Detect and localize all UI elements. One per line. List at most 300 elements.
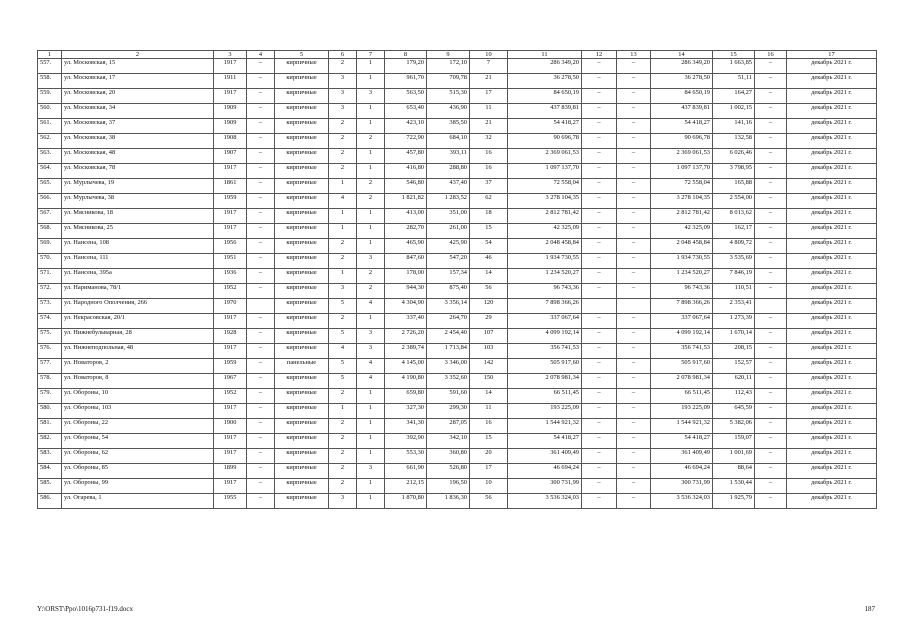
cell-text: ул. Московская, 38 [64,134,116,141]
cell-text: кирпичные [286,74,317,81]
cell-text: кирпичные [286,404,317,411]
cell-text: – [768,164,773,171]
cell-text: 3 [340,74,345,81]
cell-col-15 [713,74,755,89]
cell-col-10 [470,419,508,434]
cell-col-17 [787,119,877,134]
cell-text: 416,80 [406,164,424,171]
cell-col-9 [427,434,470,449]
cell-col-6 [329,284,357,299]
document-path: Y:\ORST\Ppo\1016p731-f19.docx [37,605,133,613]
cell-col-7 [357,479,385,494]
cell-col-5 [275,224,329,239]
deadline-text: декабрь 2021 г. [811,224,852,231]
cell-col-15 [713,494,755,509]
cell-text: – [597,344,601,351]
cell-text: – [768,194,773,201]
cell-col-6 [329,449,357,464]
cell-text: 3 535,69 [729,254,752,261]
cell-text: 1 713,84 [444,344,467,351]
cell-col-6 [329,359,357,374]
cell-col-5 [275,194,329,209]
cell-text: 578. [40,374,52,381]
cell-col-7 [357,344,385,359]
cell-text: 164,27 [734,89,752,96]
cell-text: 573. [40,299,52,306]
cell-col-9 [427,224,470,239]
cell-text: – [597,449,601,456]
cell-text: 3 536 324,03 [676,494,710,501]
cell-text: 159,07 [734,434,752,441]
cell-text: 2 [340,59,345,66]
cell-col-3 [214,404,247,419]
cell-col-11 [508,59,582,74]
cell-col-4 [247,269,275,284]
cell-col-2 [62,149,214,164]
cell-col-2 [62,134,214,149]
cell-text: – [768,314,773,321]
cell-col-8 [385,479,427,494]
cell-col-3 [214,299,247,314]
cell-text: – [768,149,773,156]
cell-col-10 [470,89,508,104]
deadline-text: декабрь 2021 г. [811,314,852,321]
cell-text: – [258,269,263,276]
table-row [38,284,877,299]
cell-text: – [631,194,636,201]
cell-col-7 [357,374,385,389]
cell-text: кирпичные [286,194,317,201]
cell-col-11 [508,239,582,254]
cell-text: 4 [340,344,345,351]
cell-col-14 [651,434,713,449]
cell-text: – [258,209,263,216]
cell-col-6 [329,314,357,329]
cell-text: – [631,134,636,141]
cell-col-13 [617,149,651,164]
cell-text: 436,90 [449,104,467,111]
cell-col-7 [357,224,385,239]
cell-col-12 [582,404,617,419]
cell-col-15 [713,179,755,194]
cell-col-10 [470,449,508,464]
cell-text: – [597,389,601,396]
table-row [38,134,877,149]
cell-col-11 [508,104,582,119]
cell-text: 337 067,64 [681,314,710,321]
column-number-9: 9 [427,51,470,59]
column-number-5: 5 [275,51,329,59]
cell-col-3 [214,344,247,359]
cell-text: 560. [40,104,52,111]
cell-col-11 [508,359,582,374]
cell-text: 54 418,27 [553,434,579,441]
cell-col-8 [385,59,427,74]
cell-col-7 [357,59,385,74]
cell-text: 557. [40,59,52,66]
cell-text: 1917 [223,164,237,171]
cell-text: – [597,254,601,261]
cell-col-5 [275,449,329,464]
cell-text: кирпичные [286,149,317,156]
cell-text: 2 [368,284,373,291]
cell-text: ул. Московская, 48 [64,149,116,156]
cell-col-4 [247,449,275,464]
cell-text: – [768,329,773,336]
table-row [38,344,877,359]
cell-col-10 [470,314,508,329]
cell-col-17 [787,344,877,359]
cell-text: 1911 [223,74,237,81]
cell-col-3 [214,389,247,404]
cell-col-12 [582,104,617,119]
table-row [38,74,877,89]
cell-text: 300 731,99 [681,479,710,486]
cell-col-8 [385,434,427,449]
cell-text: 1917 [223,434,237,441]
cell-text: кирпичные [286,59,317,66]
cell-col-1 [38,149,62,164]
cell-col-10 [470,284,508,299]
cell-col-17 [787,494,877,509]
cell-col-7 [357,464,385,479]
cell-col-10 [470,149,508,164]
cell-text: 14 [485,269,492,276]
column-number-7: 7 [357,51,385,59]
cell-col-13 [617,374,651,389]
cell-col-7 [357,164,385,179]
cell-col-10 [470,359,508,374]
cell-col-6 [329,119,357,134]
cell-text: – [631,254,636,261]
cell-text: 37 [485,179,492,186]
cell-col-17 [787,434,877,449]
cell-col-3 [214,164,247,179]
cell-text: 3 [340,89,345,96]
cell-col-13 [617,359,651,374]
cell-col-1 [38,239,62,254]
table-row [38,494,877,509]
cell-text: – [631,314,636,321]
cell-text: 576. [40,344,52,351]
column-number-10: 10 [470,51,508,59]
cell-text: 172,10 [449,59,467,66]
cell-col-6 [329,59,357,74]
cell-text: 3 536 324,03 [545,494,579,501]
cell-col-17 [787,89,877,104]
cell-text: 2 [340,464,345,471]
cell-col-9 [427,344,470,359]
cell-text: кирпичные [286,494,317,501]
cell-col-3 [214,89,247,104]
cell-text: 36 278,50 [684,74,710,81]
cell-text: 2 [340,149,345,156]
cell-text: панельные [286,359,317,366]
cell-col-6 [329,74,357,89]
cell-text: 112,43 [734,389,752,396]
cell-text: 287,05 [449,419,467,426]
cell-col-5 [275,329,329,344]
cell-text: – [597,134,601,141]
cell-text: 15 [485,224,492,231]
cell-text: – [597,314,601,321]
cell-col-12 [582,329,617,344]
cell-text: 620,11 [734,374,752,381]
cell-text: – [258,179,263,186]
table-row [38,449,877,464]
cell-text: – [258,254,263,261]
cell-text: 1917 [223,344,237,351]
cell-col-5 [275,239,329,254]
cell-text: 4 [340,194,345,201]
cell-text: – [631,209,636,216]
cell-col-4 [247,374,275,389]
column-number-12: 12 [582,51,617,59]
cell-text: 1952 [223,284,237,291]
cell-col-10 [470,209,508,224]
cell-col-1 [38,209,62,224]
cell-text: кирпичные [286,299,317,306]
table-row [38,464,877,479]
cell-text: 1 273,39 [729,314,752,321]
cell-col-17 [787,404,877,419]
table-row [38,314,877,329]
cell-col-8 [385,119,427,134]
cell-col-9 [427,74,470,89]
cell-text: 36 278,50 [553,74,579,81]
cell-col-10 [470,404,508,419]
cell-text: 3 [340,284,345,291]
cell-text: 4 [368,374,373,381]
cell-col-6 [329,269,357,284]
table-row [38,104,877,119]
cell-text: 505 917,60 [681,359,710,366]
cell-text: – [597,194,601,201]
deadline-text: декабрь 2021 г. [811,149,852,156]
cell-col-3 [214,194,247,209]
cell-text: 2 812 781,42 [545,209,579,216]
cell-col-3 [214,314,247,329]
cell-col-15 [713,164,755,179]
cell-text: – [768,464,773,471]
cell-col-15 [713,104,755,119]
cell-col-16 [755,179,787,194]
cell-text: 1970 [223,299,237,306]
cell-text: 944,30 [406,284,424,291]
cell-text: 1 544 921,32 [545,419,579,426]
cell-text: 103 [483,344,494,351]
cell-col-10 [470,164,508,179]
cell-text: – [597,419,601,426]
cell-col-1 [38,164,62,179]
cell-col-15 [713,359,755,374]
cell-col-17 [787,269,877,284]
cell-col-9 [427,419,470,434]
cell-col-10 [470,179,508,194]
cell-col-1 [38,389,62,404]
cell-col-7 [357,149,385,164]
cell-text: – [258,434,263,441]
cell-col-14 [651,464,713,479]
table-row [38,149,877,164]
cell-col-6 [329,254,357,269]
cell-col-4 [247,89,275,104]
cell-col-11 [508,224,582,239]
cell-col-12 [582,479,617,494]
cell-text: 553,30 [406,449,424,456]
cell-col-9 [427,404,470,419]
cell-col-2 [62,254,214,269]
cell-text: 142 [483,359,494,366]
cell-text: 1 [368,74,373,81]
cell-col-3 [214,464,247,479]
cell-col-8 [385,149,427,164]
cell-text: 7 846,19 [729,269,752,276]
cell-col-3 [214,104,247,119]
cell-text: – [631,74,636,81]
cell-text: – [631,284,636,291]
cell-text: 1 663,85 [729,59,752,66]
cell-col-8 [385,89,427,104]
cell-col-13 [617,164,651,179]
cell-col-8 [385,284,427,299]
cell-text: 1956 [223,239,237,246]
cell-col-6 [329,224,357,239]
cell-text: 56 [485,284,492,291]
cell-text: ул. Нансена, 395а [64,269,112,276]
cell-col-9 [427,59,470,74]
deadline-text: декабрь 2021 г. [811,299,852,306]
cell-col-4 [247,209,275,224]
cell-col-12 [582,59,617,74]
cell-col-1 [38,314,62,329]
cell-col-14 [651,449,713,464]
cell-text: – [597,179,601,186]
cell-col-8 [385,269,427,284]
deadline-text: декабрь 2021 г. [811,104,852,111]
cell-text: кирпичные [286,269,317,276]
cell-text: 558. [40,74,52,81]
cell-col-12 [582,464,617,479]
cell-text: – [631,239,636,246]
cell-col-13 [617,89,651,104]
cell-text: – [258,149,263,156]
table-row [38,224,877,239]
cell-col-11 [508,74,582,89]
cell-col-11 [508,179,582,194]
cell-col-13 [617,494,651,509]
cell-col-6 [329,179,357,194]
cell-col-9 [427,449,470,464]
cell-text: кирпичные [286,119,317,126]
cell-col-3 [214,209,247,224]
cell-text: 29 [485,314,492,321]
cell-text: – [597,149,601,156]
cell-text: 16 [485,149,492,156]
cell-text: – [768,239,773,246]
cell-col-1 [38,374,62,389]
cell-text: 1952 [223,389,237,396]
cell-text: – [258,239,263,246]
cell-text: 3 352,60 [444,374,467,381]
deadline-text: декабрь 2021 г. [811,389,852,396]
cell-text: 361 409,49 [550,449,579,456]
cell-col-14 [651,374,713,389]
cell-text: – [258,374,263,381]
cell-text: 8 013,62 [729,209,752,216]
cell-text: 152,57 [734,359,752,366]
cell-col-4 [247,284,275,299]
cell-text: кирпичные [286,314,317,321]
deadline-text: декабрь 2021 г. [811,194,852,201]
cell-text: 11 [485,404,492,411]
cell-col-10 [470,434,508,449]
cell-text: 1917 [223,89,237,96]
cell-text: 1 283,52 [444,194,467,201]
cell-col-1 [38,74,62,89]
cell-col-5 [275,119,329,134]
cell-text: 569. [40,239,52,246]
cell-text: 579. [40,389,52,396]
cell-text: – [258,494,263,501]
cell-col-8 [385,179,427,194]
cell-col-1 [38,449,62,464]
cell-col-14 [651,254,713,269]
cell-text: 1 [368,449,373,456]
cell-col-17 [787,419,877,434]
cell-text: 1917 [223,209,237,216]
cell-text: 2 [340,119,345,126]
cell-text: 162,17 [734,224,752,231]
cell-text: 46 694,24 [684,464,710,471]
cell-text: 17 [485,89,492,96]
cell-col-4 [247,464,275,479]
deadline-text: декабрь 2021 г. [811,134,852,141]
cell-col-2 [62,359,214,374]
cell-text: – [258,89,263,96]
cell-col-9 [427,119,470,134]
cell-col-2 [62,194,214,209]
deadline-text: декабрь 2021 г. [811,344,852,351]
cell-text: 2 [340,239,345,246]
cell-col-7 [357,419,385,434]
cell-col-16 [755,314,787,329]
cell-text: – [631,344,636,351]
cell-text: – [631,434,636,441]
cell-text: кирпичные [286,164,317,171]
cell-col-13 [617,314,651,329]
cell-text: 1955 [223,494,237,501]
cell-col-16 [755,389,787,404]
cell-col-7 [357,209,385,224]
cell-text: – [768,374,773,381]
cell-col-12 [582,284,617,299]
cell-text: – [258,479,263,486]
cell-col-11 [508,194,582,209]
cell-col-10 [470,389,508,404]
cell-text: – [258,389,263,396]
cell-text: кирпичные [286,179,317,186]
cell-col-3 [214,119,247,134]
cell-text: 580. [40,404,52,411]
cell-col-5 [275,479,329,494]
cell-text: 581. [40,419,52,426]
cell-text: ул. Мясникова, 25 [64,224,113,231]
cell-text: – [597,104,601,111]
cell-col-8 [385,464,427,479]
cell-col-13 [617,179,651,194]
cell-text: – [258,449,263,456]
